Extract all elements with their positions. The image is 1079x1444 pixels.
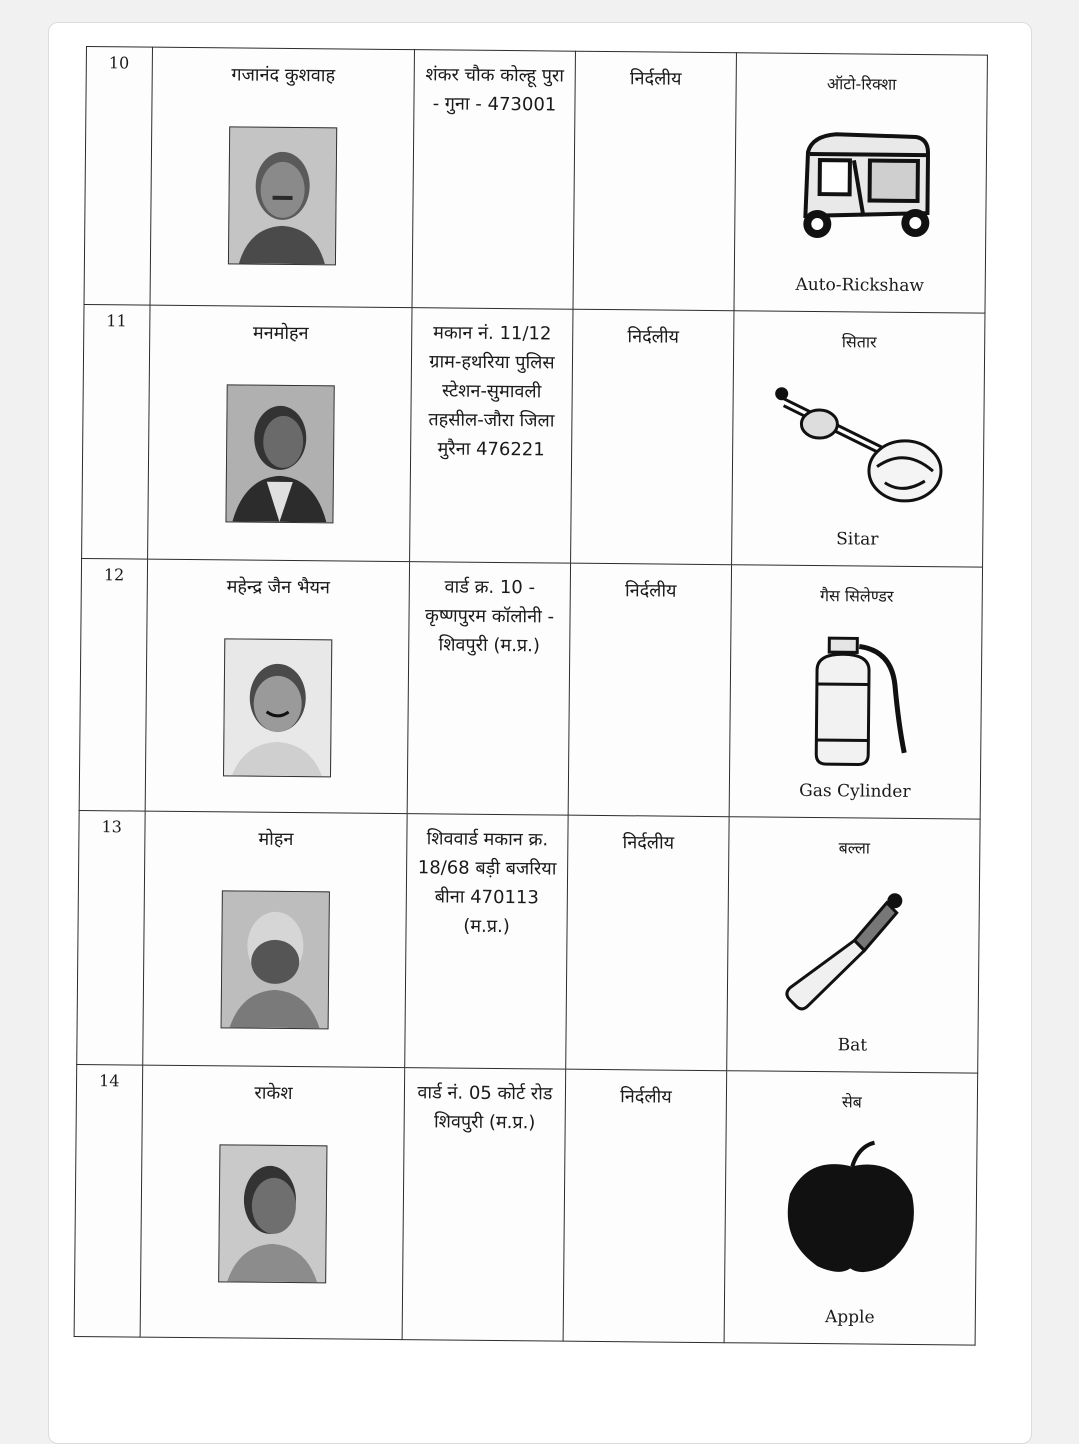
candidate-party: निर्दलीय: [627, 326, 680, 348]
party-cell: [566, 815, 729, 1071]
serial-number: 10: [84, 47, 152, 306]
candidate-address: मकान नं. 11/12 ग्राम-हथरिया पुलिस स्टेशन-सुमावली तहसील-जौरा जिला मुरैना 476221: [428, 322, 555, 461]
candidate-address: शंकर चौक कोल्हू पुरा - गुना - 473001: [425, 64, 565, 116]
candidate-address: शिववार्ड मकान क्र. 18/68 बड़ी बजरिया बीना 470113 (म.प्र.): [417, 828, 557, 938]
table-row: [77, 810, 980, 1073]
candidate-name: गजानंद कुशवाह: [231, 64, 336, 87]
auto-rickshaw-icon: [775, 112, 946, 264]
symbol-name-hindi: सितार: [841, 332, 877, 352]
candidate-name: राकेश: [254, 1082, 293, 1105]
serial-number: 11: [82, 304, 150, 559]
apple-icon: [765, 1130, 936, 1282]
symbol-name-hindi: ऑटो-रिक्शा: [826, 74, 897, 94]
party-cell: [563, 1069, 727, 1343]
symbol-cell: [734, 53, 987, 313]
table-row: [74, 1064, 978, 1345]
candidate-photo: [222, 638, 331, 777]
address-cell: [405, 814, 568, 1070]
candidate-table: [74, 46, 988, 1346]
candidate-photo: [218, 1144, 327, 1283]
candidate-photo: [227, 126, 336, 265]
serial-number: 12: [79, 558, 147, 811]
candidate-photo: [225, 384, 334, 523]
candidate-cell: [145, 559, 409, 814]
symbol-name-english: Bat: [837, 1035, 868, 1056]
candidate-cell: [140, 1065, 405, 1340]
address-cell: [402, 1068, 566, 1342]
symbol-name-english: Apple: [824, 1307, 875, 1328]
candidate-party: निर्दलीय: [629, 68, 682, 90]
candidate-name: मनमोहन: [252, 322, 309, 345]
candidate-photo: [220, 890, 329, 1029]
candidate-name: मोहन: [258, 828, 294, 851]
candidate-name: महेन्द्र जैन भैयन: [226, 576, 331, 599]
serial-number: 14: [74, 1064, 143, 1337]
party-cell: [573, 51, 736, 311]
party-cell: [568, 563, 731, 817]
symbol-cell: [729, 565, 982, 819]
party-cell: [571, 309, 734, 565]
symbol-name-english: Sitar: [836, 529, 879, 550]
table-row: [79, 558, 982, 819]
symbol-name-english: Auto-Rickshaw: [795, 274, 925, 297]
candidate-cell: [148, 305, 412, 562]
symbol-cell: [727, 817, 980, 1073]
candidate-party: निर्दलीय: [620, 1086, 672, 1108]
symbol-name-hindi: गैस सिलेण्डर: [819, 586, 894, 606]
candidate-cell: [143, 811, 407, 1068]
symbol-name-hindi: बल्ला: [838, 838, 871, 858]
candidate-cell: [150, 47, 414, 308]
cricket-bat-icon: [768, 876, 939, 1028]
table-row: [84, 47, 987, 314]
candidate-party: निर्दलीय: [624, 580, 677, 602]
address-cell: [412, 50, 575, 310]
address-cell: [410, 308, 573, 564]
symbol-name-hindi: सेब: [841, 1092, 862, 1112]
table-row: [82, 304, 985, 567]
symbol-cell: [724, 1071, 978, 1345]
sitar-icon: [772, 370, 943, 522]
candidate-list-sheet: [74, 46, 988, 1345]
candidate-address: वार्ड नं. 05 कोर्ट रोड शिवपुरी (म.प्र.): [417, 1082, 553, 1134]
candidate-address: वार्ड क्र. 10 - कृष्णपुरम कॉलोनी - शिवपुरी (म.प्र.): [424, 576, 555, 657]
candidate-party: निर्दलीय: [622, 832, 675, 854]
symbol-name-english: Gas Cylinder: [799, 780, 911, 802]
address-cell: [407, 562, 570, 816]
serial-number: 13: [77, 810, 145, 1065]
gas-cylinder-icon: [770, 624, 941, 776]
symbol-cell: [732, 311, 985, 567]
